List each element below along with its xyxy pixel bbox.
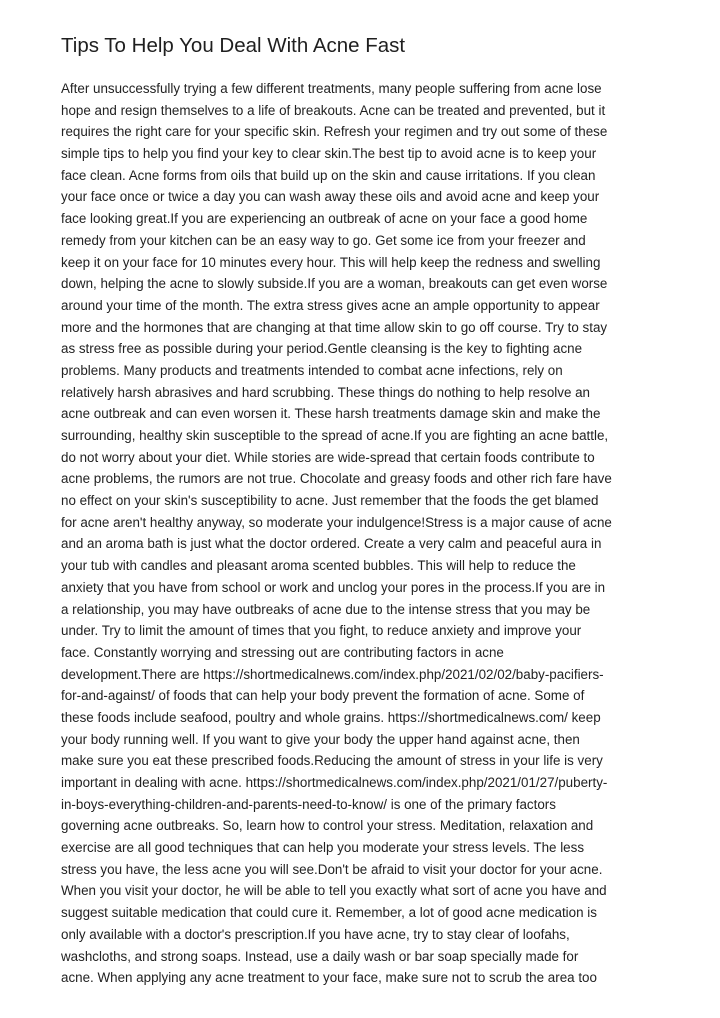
text-line: only available with a doctor's prescription.If you have acne, try to stay clear of loofahs,	[61, 926, 570, 942]
text-line: in-boys-everything-children-and-parents-need-to-know/ is one of the primary factors	[61, 796, 556, 812]
text-line: these foods include seafood, poultry and whole grains. https://shortmedicalnews.com/ keep	[61, 709, 601, 725]
text-line: acne outbreak and can even worsen it. These harsh treatments damage skin and make the	[61, 406, 601, 422]
document-title: Tips To Help You Deal With Acne Fast	[61, 34, 406, 57]
text-line: your tub with candles and pleasant aroma scented bubbles. This will help to reduce the	[61, 558, 576, 574]
text-line: suggest suitable medication that could cure it. Remember, a lot of good acne medication is	[61, 905, 597, 921]
text-line: more and the hormones that are changing at that time allow skin to go off course. Try to stay	[61, 319, 608, 335]
text-line: washcloths, and strong soaps. Instead, use a daily wash or bar soap specially made for	[61, 948, 579, 964]
text-line: face clean. Acne forms from oils that build up on the skin and cause irritations. If you clean	[61, 167, 596, 183]
text-line: for-and-against/ of foods that can help your body prevent the formation of acne. Some of	[61, 688, 585, 704]
text-line: around your time of the month. The extra stress gives acne an ample opportunity to appear	[61, 297, 600, 313]
text-line: governing acne outbreaks. So, learn how to control your stress. Meditation, relaxation and	[61, 818, 594, 834]
text-line: important in dealing with acne. https://shortmedicalnews.com/index.php/2021/01/27/puberty-	[61, 775, 608, 790]
text-line: under. Try to limit the amount of times that you fight, to reduce anxiety and improve your	[61, 623, 582, 639]
text-line: your body running well. If you want to give your body the upper hand against acne, then	[61, 731, 580, 747]
text-line: remedy from your kitchen can be an easy way to go. Get some ice from your freezer and	[61, 232, 586, 248]
text-line: anxiety that you have from school or work and unclog your pores in the process.If you are in	[61, 579, 606, 595]
text-line: After unsuccessfully trying a few different treatments, many people suffering from acne lose	[61, 81, 602, 96]
text-line: and an aroma bath is just what the doctor ordered. Create a very calm and peaceful aura in	[61, 536, 602, 552]
text-line: When you visit your doctor, he will be able to tell you exactly what sort of acne you have and	[61, 883, 607, 899]
article-body	[61, 78, 671, 989]
text-line: hope and resign themselves to a life of breakouts. Acne can be treated and prevented, but it	[61, 102, 606, 118]
text-line: acne problems, the rumors are not true. Chocolate and greasy foods and other rich fare have	[61, 471, 612, 487]
text-line: keep it on your face for 10 minutes every hour. This will help keep the redness and swelling	[61, 254, 601, 270]
text-line: surrounding, healthy skin susceptible to the spread of acne.If you are fighting an acne battle,	[61, 428, 609, 443]
text-line: problems. Many products and treatments intended to combat acne infections, rely on	[61, 362, 563, 378]
text-line: down, helping the acne to slowly subside.If you are a woman, breakouts can get even worse	[61, 276, 608, 292]
text-line: face looking great.If you are experiencing an outbreak of acne on your face a good home	[61, 211, 588, 227]
text-line: exercise are all good techniques that can help you moderate your stress levels. The less	[61, 840, 585, 856]
text-line: do not worry about your diet. While stories are wide-spread that certain foods contribute to	[61, 449, 595, 465]
text-line: requires the right care for your specific skin. Refresh your regimen and try out some of these	[61, 124, 608, 140]
text-line: stress you have, the less acne you will see.Don't be afraid to visit your doctor for your acne.	[61, 861, 603, 877]
text-line: no effect on your skin's susceptibility to acne. Just remember that the foods the get blamed	[61, 493, 599, 509]
text-line: for acne aren't healthy anyway, so moderate your indulgence!Stress is a major cause of acne	[61, 514, 612, 530]
text-line: face. Constantly worrying and stressing out are contributing factors in acne	[61, 644, 504, 660]
text-line: a relationship, you may have outbreaks of acne due to the intense stress that you may be	[61, 601, 591, 617]
text-line: acne. When applying any acne treatment to your face, make sure not to scrub the area too	[61, 970, 597, 986]
text-line: simple tips to help you find your key to clear skin.The best tip to avoid acne is to keep your	[61, 146, 597, 162]
text-line: make sure you eat these prescribed foods.Reducing the amount of stress in your life is very	[61, 753, 603, 769]
text-line: development.There are https://shortmedicalnews.com/index.php/2021/02/02/baby-pacifiers-	[61, 666, 604, 682]
text-line: as stress free as possible during your period.Gentle cleansing is the key to fighting acne	[61, 341, 583, 357]
text-line: your face once or twice a day you can wash away these oils and avoid acne and keep your	[61, 189, 600, 205]
text-line: relatively harsh abrasives and hard scrubbing. These things do nothing to help resolve an	[61, 384, 591, 400]
